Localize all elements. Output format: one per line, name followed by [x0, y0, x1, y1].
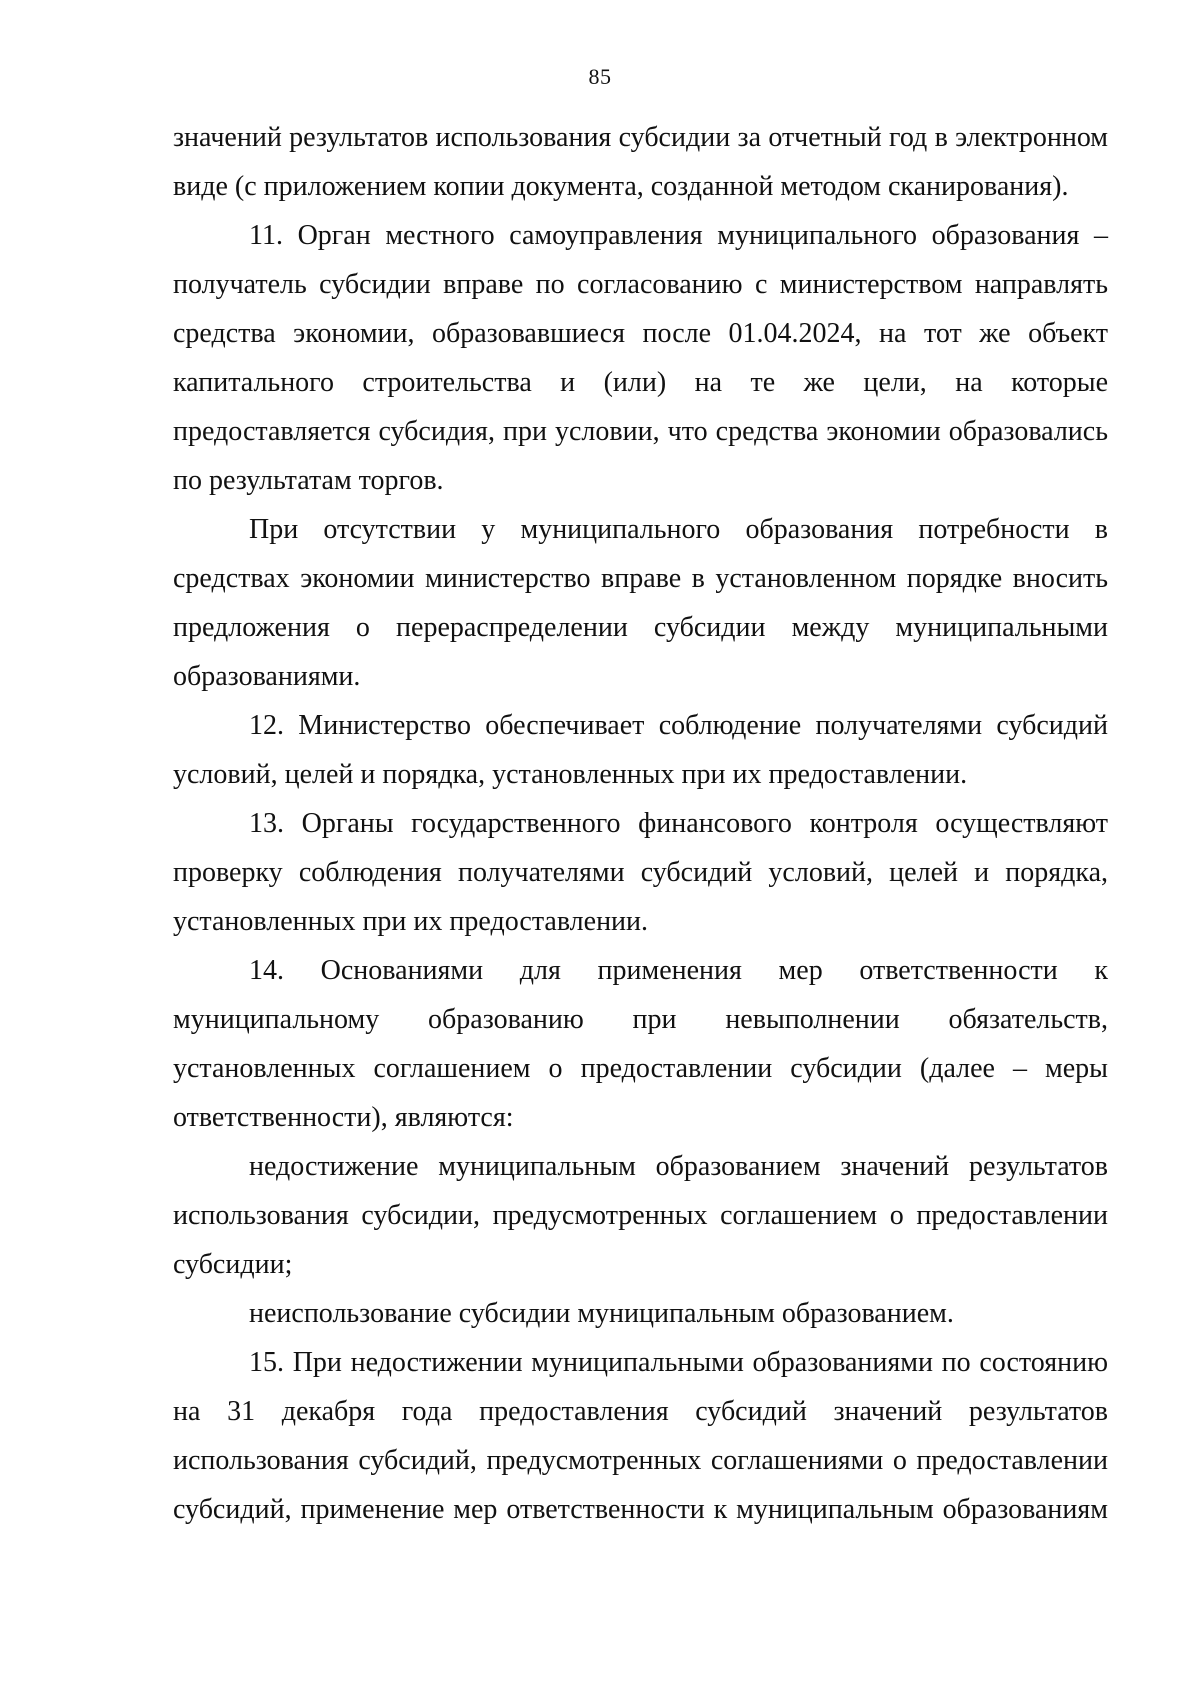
page-number: 85 [588, 64, 612, 89]
paragraph-item-13: 13. Органы государственного финансового контроля осуществляют проверку соблюдения получателями субсидий условий, целей и порядка, установленных при их предоставлении. [173, 808, 1108, 937]
paragraph-continuation: значений результатов использования субсидии за отчетный год в электронном виде (с приложением копии документа, созданной методом сканирования). [173, 122, 1108, 202]
paragraph-item-14: 14. Основаниями для применения мер ответственности к муниципальному образованию при невыполнении обязательств, установленных соглашением о предоставлении субсидии (далее – меры ответственности), являются: [173, 955, 1108, 1133]
paragraph-savings-redistribution: При отсутствии у муниципального образования потребности в средствах экономии министерство вправе в установленном порядке вносить предложения о перераспределении субсидии между муниципальными образованиями. [173, 514, 1108, 692]
paragraph-item-14-ground-2: неиспользование субсидии муниципальным образованием. [249, 1298, 954, 1329]
document-body [173, 113, 1108, 1534]
paragraph-item-12: 12. Министерство обеспечивает соблюдение получателями субсидий условий, целей и порядка, установленных при их предоставлении. [173, 710, 1108, 790]
paragraph-item-14-ground-1: недостижение муниципальным образованием значений результатов использования субсидии, предусмотренных соглашением о предоставлении субсидии; [173, 1151, 1108, 1280]
paragraph-item-11: 11. Орган местного самоуправления муниципального образования – получатель субсидии вправе по согласованию с министерством направлять средства экономии, образовавшиеся после 01.04.2024, на тот же объект капитального строительства и (или) на те же цели, на которые предоставляется субсидия, при условии, что средства экономии образовались по результатам торгов. [173, 220, 1108, 496]
paragraph-item-15: 15. При недостижении муниципальными образованиями по состоянию на 31 декабря года предоставления субсидий значений результатов использования субсидий, предусмотренных соглашениями о предоставлении субсидий, применение мер ответственности к муниципальным образованиям [173, 1347, 1108, 1525]
